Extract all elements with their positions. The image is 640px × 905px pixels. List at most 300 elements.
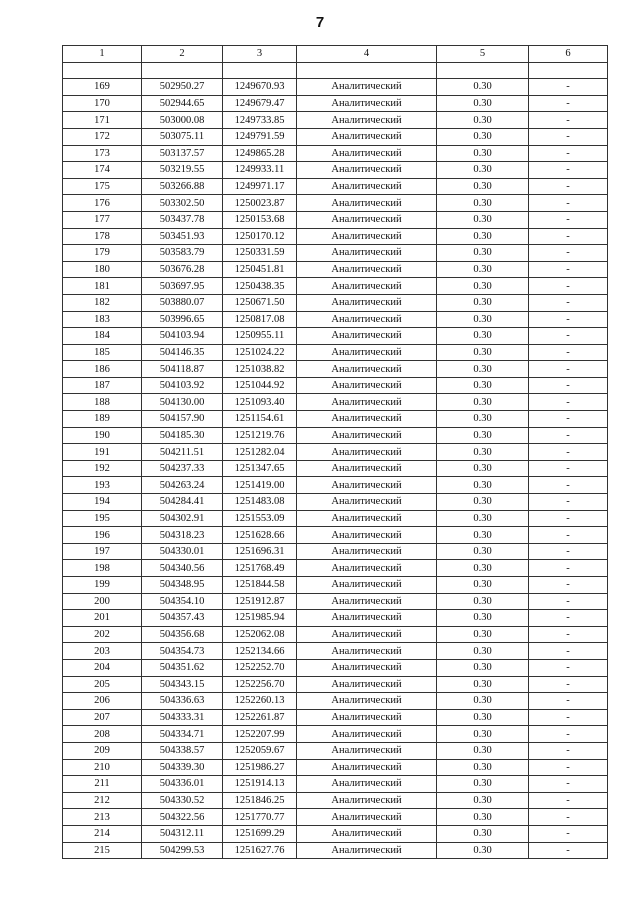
error-cell: 0.30 <box>437 494 529 511</box>
note-cell: - <box>529 411 608 428</box>
table-row <box>63 294 608 311</box>
y-coordinate-cell: 1251846.25 <box>223 792 297 809</box>
x-coordinate-cell: 504354.10 <box>142 593 223 610</box>
header-cell-4: 4 <box>297 46 437 63</box>
x-coordinate-cell: 504343.15 <box>142 676 223 693</box>
y-coordinate-cell: 1251347.65 <box>223 460 297 477</box>
x-coordinate-cell: 504146.35 <box>142 344 223 361</box>
note-cell: - <box>529 211 608 228</box>
table-row <box>63 792 608 809</box>
point-number-cell: 193 <box>63 477 142 494</box>
y-coordinate-cell: 1249791.59 <box>223 128 297 145</box>
note-cell: - <box>529 494 608 511</box>
x-coordinate-cell: 504185.30 <box>142 427 223 444</box>
table-row <box>63 261 608 278</box>
method-cell: Аналитический <box>297 195 437 212</box>
note-cell: - <box>529 361 608 378</box>
method-cell: Аналитический <box>297 278 437 295</box>
error-cell: 0.30 <box>437 643 529 660</box>
point-number-cell: 178 <box>63 228 142 245</box>
y-coordinate-cell: 1252207.99 <box>223 726 297 743</box>
x-coordinate-cell: 503302.50 <box>142 195 223 212</box>
method-cell: Аналитический <box>297 825 437 842</box>
point-number-cell: 189 <box>63 411 142 428</box>
table-row <box>63 427 608 444</box>
point-number-cell: 195 <box>63 510 142 527</box>
method-cell: Аналитический <box>297 245 437 262</box>
error-cell: 0.30 <box>437 411 529 428</box>
point-number-cell: 181 <box>63 278 142 295</box>
error-cell: 0.30 <box>437 162 529 179</box>
y-coordinate-cell: 1251770.77 <box>223 809 297 826</box>
x-coordinate-cell: 503697.95 <box>142 278 223 295</box>
table-row <box>63 610 608 627</box>
method-cell: Аналитический <box>297 477 437 494</box>
method-cell: Аналитический <box>297 560 437 577</box>
table-row <box>63 211 608 228</box>
x-coordinate-cell: 504103.94 <box>142 328 223 345</box>
x-coordinate-cell: 504322.56 <box>142 809 223 826</box>
error-cell: 0.30 <box>437 659 529 676</box>
y-coordinate-cell: 1251628.66 <box>223 527 297 544</box>
method-cell: Аналитический <box>297 95 437 112</box>
x-coordinate-cell: 504348.95 <box>142 577 223 594</box>
error-cell: 0.30 <box>437 328 529 345</box>
note-cell: - <box>529 128 608 145</box>
note-cell: - <box>529 610 608 627</box>
error-cell: 0.30 <box>437 245 529 262</box>
table-row <box>63 228 608 245</box>
table-row <box>63 593 608 610</box>
table-row <box>63 659 608 676</box>
method-cell: Аналитический <box>297 112 437 129</box>
note-cell: - <box>529 228 608 245</box>
method-cell: Аналитический <box>297 261 437 278</box>
method-cell: Аналитический <box>297 377 437 394</box>
table-row <box>63 328 608 345</box>
y-coordinate-cell: 1251844.58 <box>223 577 297 594</box>
table-row <box>63 460 608 477</box>
header-cell-1: 1 <box>63 46 142 63</box>
note-cell: - <box>529 394 608 411</box>
error-cell: 0.30 <box>437 427 529 444</box>
blank-row <box>63 62 608 79</box>
table-row <box>63 543 608 560</box>
y-coordinate-cell: 1250671.50 <box>223 294 297 311</box>
point-number-cell: 183 <box>63 311 142 328</box>
point-number-cell: 194 <box>63 494 142 511</box>
method-cell: Аналитический <box>297 494 437 511</box>
error-cell: 0.30 <box>437 726 529 743</box>
x-coordinate-cell: 504318.23 <box>142 527 223 544</box>
point-number-cell: 170 <box>63 95 142 112</box>
error-cell: 0.30 <box>437 842 529 859</box>
note-cell: - <box>529 742 608 759</box>
note-cell: - <box>529 643 608 660</box>
note-cell: - <box>529 726 608 743</box>
point-number-cell: 198 <box>63 560 142 577</box>
table-row <box>63 477 608 494</box>
table-row <box>63 344 608 361</box>
point-number-cell: 175 <box>63 178 142 195</box>
note-cell: - <box>529 460 608 477</box>
y-coordinate-cell: 1251768.49 <box>223 560 297 577</box>
note-cell: - <box>529 776 608 793</box>
x-coordinate-cell: 503880.07 <box>142 294 223 311</box>
y-coordinate-cell: 1252260.13 <box>223 693 297 710</box>
table-row <box>63 626 608 643</box>
x-coordinate-cell: 503676.28 <box>142 261 223 278</box>
error-cell: 0.30 <box>437 809 529 826</box>
method-cell: Аналитический <box>297 809 437 826</box>
method-cell: Аналитический <box>297 693 437 710</box>
point-number-cell: 215 <box>63 842 142 859</box>
y-coordinate-cell: 1250451.81 <box>223 261 297 278</box>
x-coordinate-cell: 504211.51 <box>142 444 223 461</box>
y-coordinate-cell: 1250023.87 <box>223 195 297 212</box>
method-cell: Аналитический <box>297 643 437 660</box>
point-number-cell: 209 <box>63 742 142 759</box>
x-coordinate-cell: 504157.90 <box>142 411 223 428</box>
note-cell: - <box>529 145 608 162</box>
header-cell-5: 5 <box>437 46 529 63</box>
error-cell: 0.30 <box>437 195 529 212</box>
method-cell: Аналитический <box>297 610 437 627</box>
y-coordinate-cell: 1252252.70 <box>223 659 297 676</box>
coordinates-table <box>62 45 608 859</box>
point-number-cell: 171 <box>63 112 142 129</box>
y-coordinate-cell: 1251986.27 <box>223 759 297 776</box>
x-coordinate-cell: 504339.30 <box>142 759 223 776</box>
method-cell: Аналитический <box>297 726 437 743</box>
x-coordinate-cell: 503000.08 <box>142 112 223 129</box>
x-coordinate-cell: 504330.52 <box>142 792 223 809</box>
method-cell: Аналитический <box>297 311 437 328</box>
error-cell: 0.30 <box>437 444 529 461</box>
note-cell: - <box>529 792 608 809</box>
table-row <box>63 377 608 394</box>
x-coordinate-cell: 503219.55 <box>142 162 223 179</box>
point-number-cell: 199 <box>63 577 142 594</box>
header-cell-3: 3 <box>223 46 297 63</box>
point-number-cell: 203 <box>63 643 142 660</box>
y-coordinate-cell: 1249733.85 <box>223 112 297 129</box>
y-coordinate-cell: 1251419.00 <box>223 477 297 494</box>
page-number: 7 <box>315 14 325 31</box>
note-cell: - <box>529 294 608 311</box>
table-row <box>63 759 608 776</box>
error-cell: 0.30 <box>437 344 529 361</box>
point-number-cell: 184 <box>63 328 142 345</box>
method-cell: Аналитический <box>297 792 437 809</box>
header-row <box>63 46 608 63</box>
note-cell: - <box>529 842 608 859</box>
blank-cell <box>437 62 529 79</box>
x-coordinate-cell: 504130.00 <box>142 394 223 411</box>
note-cell: - <box>529 510 608 527</box>
table-row <box>63 311 608 328</box>
error-cell: 0.30 <box>437 477 529 494</box>
x-coordinate-cell: 503137.57 <box>142 145 223 162</box>
note-cell: - <box>529 577 608 594</box>
blank-cell <box>63 62 142 79</box>
blank-cell <box>142 62 223 79</box>
point-number-cell: 173 <box>63 145 142 162</box>
table-row <box>63 494 608 511</box>
method-cell: Аналитический <box>297 211 437 228</box>
note-cell: - <box>529 809 608 826</box>
error-cell: 0.30 <box>437 377 529 394</box>
table-row <box>63 112 608 129</box>
y-coordinate-cell: 1250153.68 <box>223 211 297 228</box>
method-cell: Аналитический <box>297 444 437 461</box>
y-coordinate-cell: 1251154.61 <box>223 411 297 428</box>
y-coordinate-cell: 1251282.04 <box>223 444 297 461</box>
x-coordinate-cell: 504356.68 <box>142 626 223 643</box>
method-cell: Аналитический <box>297 659 437 676</box>
point-number-cell: 207 <box>63 709 142 726</box>
note-cell: - <box>529 178 608 195</box>
point-number-cell: 185 <box>63 344 142 361</box>
x-coordinate-cell: 504263.24 <box>142 477 223 494</box>
error-cell: 0.30 <box>437 228 529 245</box>
table-row <box>63 394 608 411</box>
error-cell: 0.30 <box>437 278 529 295</box>
table-row <box>63 145 608 162</box>
y-coordinate-cell: 1250817.08 <box>223 311 297 328</box>
note-cell: - <box>529 527 608 544</box>
method-cell: Аналитический <box>297 759 437 776</box>
note-cell: - <box>529 626 608 643</box>
point-number-cell: 172 <box>63 128 142 145</box>
point-number-cell: 191 <box>63 444 142 461</box>
note-cell: - <box>529 112 608 129</box>
point-number-cell: 196 <box>63 527 142 544</box>
error-cell: 0.30 <box>437 112 529 129</box>
note-cell: - <box>529 477 608 494</box>
error-cell: 0.30 <box>437 610 529 627</box>
y-coordinate-cell: 1251553.09 <box>223 510 297 527</box>
table-row <box>63 742 608 759</box>
table-row <box>63 643 608 660</box>
y-coordinate-cell: 1252261.87 <box>223 709 297 726</box>
method-cell: Аналитический <box>297 162 437 179</box>
note-cell: - <box>529 95 608 112</box>
table-row <box>63 809 608 826</box>
method-cell: Аналитический <box>297 709 437 726</box>
error-cell: 0.30 <box>437 527 529 544</box>
blank-cell <box>223 62 297 79</box>
method-cell: Аналитический <box>297 145 437 162</box>
error-cell: 0.30 <box>437 261 529 278</box>
note-cell: - <box>529 377 608 394</box>
x-coordinate-cell: 504103.92 <box>142 377 223 394</box>
point-number-cell: 212 <box>63 792 142 809</box>
note-cell: - <box>529 676 608 693</box>
x-coordinate-cell: 504336.01 <box>142 776 223 793</box>
x-coordinate-cell: 503451.93 <box>142 228 223 245</box>
method-cell: Аналитический <box>297 128 437 145</box>
table-body <box>63 46 608 859</box>
x-coordinate-cell: 504340.56 <box>142 560 223 577</box>
note-cell: - <box>529 825 608 842</box>
table-row <box>63 444 608 461</box>
error-cell: 0.30 <box>437 178 529 195</box>
error-cell: 0.30 <box>437 742 529 759</box>
method-cell: Аналитический <box>297 742 437 759</box>
y-coordinate-cell: 1252134.66 <box>223 643 297 660</box>
table-row <box>63 560 608 577</box>
error-cell: 0.30 <box>437 394 529 411</box>
point-number-cell: 180 <box>63 261 142 278</box>
table-row <box>63 128 608 145</box>
error-cell: 0.30 <box>437 460 529 477</box>
point-number-cell: 177 <box>63 211 142 228</box>
error-cell: 0.30 <box>437 577 529 594</box>
y-coordinate-cell: 1251483.08 <box>223 494 297 511</box>
error-cell: 0.30 <box>437 294 529 311</box>
x-coordinate-cell: 504334.71 <box>142 726 223 743</box>
x-coordinate-cell: 504237.33 <box>142 460 223 477</box>
method-cell: Аналитический <box>297 294 437 311</box>
note-cell: - <box>529 261 608 278</box>
header-cell-6: 6 <box>529 46 608 63</box>
y-coordinate-cell: 1249971.17 <box>223 178 297 195</box>
table-row <box>63 776 608 793</box>
point-number-cell: 205 <box>63 676 142 693</box>
point-number-cell: 179 <box>63 245 142 262</box>
table-row <box>63 411 608 428</box>
x-coordinate-cell: 503996.65 <box>142 311 223 328</box>
point-number-cell: 211 <box>63 776 142 793</box>
error-cell: 0.30 <box>437 510 529 527</box>
error-cell: 0.30 <box>437 95 529 112</box>
point-number-cell: 201 <box>63 610 142 627</box>
blank-cell <box>529 62 608 79</box>
x-coordinate-cell: 503437.78 <box>142 211 223 228</box>
note-cell: - <box>529 162 608 179</box>
y-coordinate-cell: 1252062.08 <box>223 626 297 643</box>
y-coordinate-cell: 1251912.87 <box>223 593 297 610</box>
x-coordinate-cell: 504336.63 <box>142 693 223 710</box>
error-cell: 0.30 <box>437 543 529 560</box>
point-number-cell: 192 <box>63 460 142 477</box>
y-coordinate-cell: 1250438.35 <box>223 278 297 295</box>
error-cell: 0.30 <box>437 626 529 643</box>
error-cell: 0.30 <box>437 676 529 693</box>
x-coordinate-cell: 502950.27 <box>142 79 223 96</box>
y-coordinate-cell: 1249670.93 <box>223 79 297 96</box>
note-cell: - <box>529 759 608 776</box>
error-cell: 0.30 <box>437 792 529 809</box>
note-cell: - <box>529 344 608 361</box>
error-cell: 0.30 <box>437 759 529 776</box>
y-coordinate-cell: 1251044.92 <box>223 377 297 394</box>
method-cell: Аналитический <box>297 228 437 245</box>
point-number-cell: 208 <box>63 726 142 743</box>
y-coordinate-cell: 1249865.28 <box>223 145 297 162</box>
y-coordinate-cell: 1251914.13 <box>223 776 297 793</box>
method-cell: Аналитический <box>297 394 437 411</box>
point-number-cell: 213 <box>63 809 142 826</box>
error-cell: 0.30 <box>437 79 529 96</box>
note-cell: - <box>529 444 608 461</box>
error-cell: 0.30 <box>437 128 529 145</box>
table-row <box>63 361 608 378</box>
table-row <box>63 842 608 859</box>
error-cell: 0.30 <box>437 776 529 793</box>
error-cell: 0.30 <box>437 211 529 228</box>
method-cell: Аналитический <box>297 527 437 544</box>
note-cell: - <box>529 278 608 295</box>
method-cell: Аналитический <box>297 328 437 345</box>
point-number-cell: 204 <box>63 659 142 676</box>
error-cell: 0.30 <box>437 361 529 378</box>
table-row <box>63 577 608 594</box>
error-cell: 0.30 <box>437 693 529 710</box>
point-number-cell: 187 <box>63 377 142 394</box>
method-cell: Аналитический <box>297 460 437 477</box>
method-cell: Аналитический <box>297 79 437 96</box>
point-number-cell: 186 <box>63 361 142 378</box>
table-row <box>63 178 608 195</box>
y-coordinate-cell: 1251985.94 <box>223 610 297 627</box>
note-cell: - <box>529 311 608 328</box>
method-cell: Аналитический <box>297 593 437 610</box>
error-cell: 0.30 <box>437 145 529 162</box>
x-coordinate-cell: 503075.11 <box>142 128 223 145</box>
x-coordinate-cell: 504333.31 <box>142 709 223 726</box>
y-coordinate-cell: 1251696.31 <box>223 543 297 560</box>
table-row <box>63 693 608 710</box>
note-cell: - <box>529 79 608 96</box>
table-row <box>63 726 608 743</box>
table-row <box>63 245 608 262</box>
method-cell: Аналитический <box>297 178 437 195</box>
x-coordinate-cell: 504118.87 <box>142 361 223 378</box>
x-coordinate-cell: 504302.91 <box>142 510 223 527</box>
note-cell: - <box>529 560 608 577</box>
method-cell: Аналитический <box>297 577 437 594</box>
header-cell-2: 2 <box>142 46 223 63</box>
x-coordinate-cell: 502944.65 <box>142 95 223 112</box>
y-coordinate-cell: 1252059.67 <box>223 742 297 759</box>
table-row <box>63 79 608 96</box>
method-cell: Аналитический <box>297 543 437 560</box>
point-number-cell: 182 <box>63 294 142 311</box>
x-coordinate-cell: 504312.11 <box>142 825 223 842</box>
table-row <box>63 278 608 295</box>
method-cell: Аналитический <box>297 510 437 527</box>
point-number-cell: 206 <box>63 693 142 710</box>
table-row <box>63 195 608 212</box>
y-coordinate-cell: 1251024.22 <box>223 344 297 361</box>
method-cell: Аналитический <box>297 842 437 859</box>
error-cell: 0.30 <box>437 560 529 577</box>
note-cell: - <box>529 427 608 444</box>
y-coordinate-cell: 1250170.12 <box>223 228 297 245</box>
table-row <box>63 162 608 179</box>
y-coordinate-cell: 1251219.76 <box>223 427 297 444</box>
table-row <box>63 709 608 726</box>
x-coordinate-cell: 504338.57 <box>142 742 223 759</box>
x-coordinate-cell: 504330.01 <box>142 543 223 560</box>
table-row <box>63 527 608 544</box>
point-number-cell: 176 <box>63 195 142 212</box>
table-row <box>63 676 608 693</box>
method-cell: Аналитический <box>297 344 437 361</box>
error-cell: 0.30 <box>437 311 529 328</box>
